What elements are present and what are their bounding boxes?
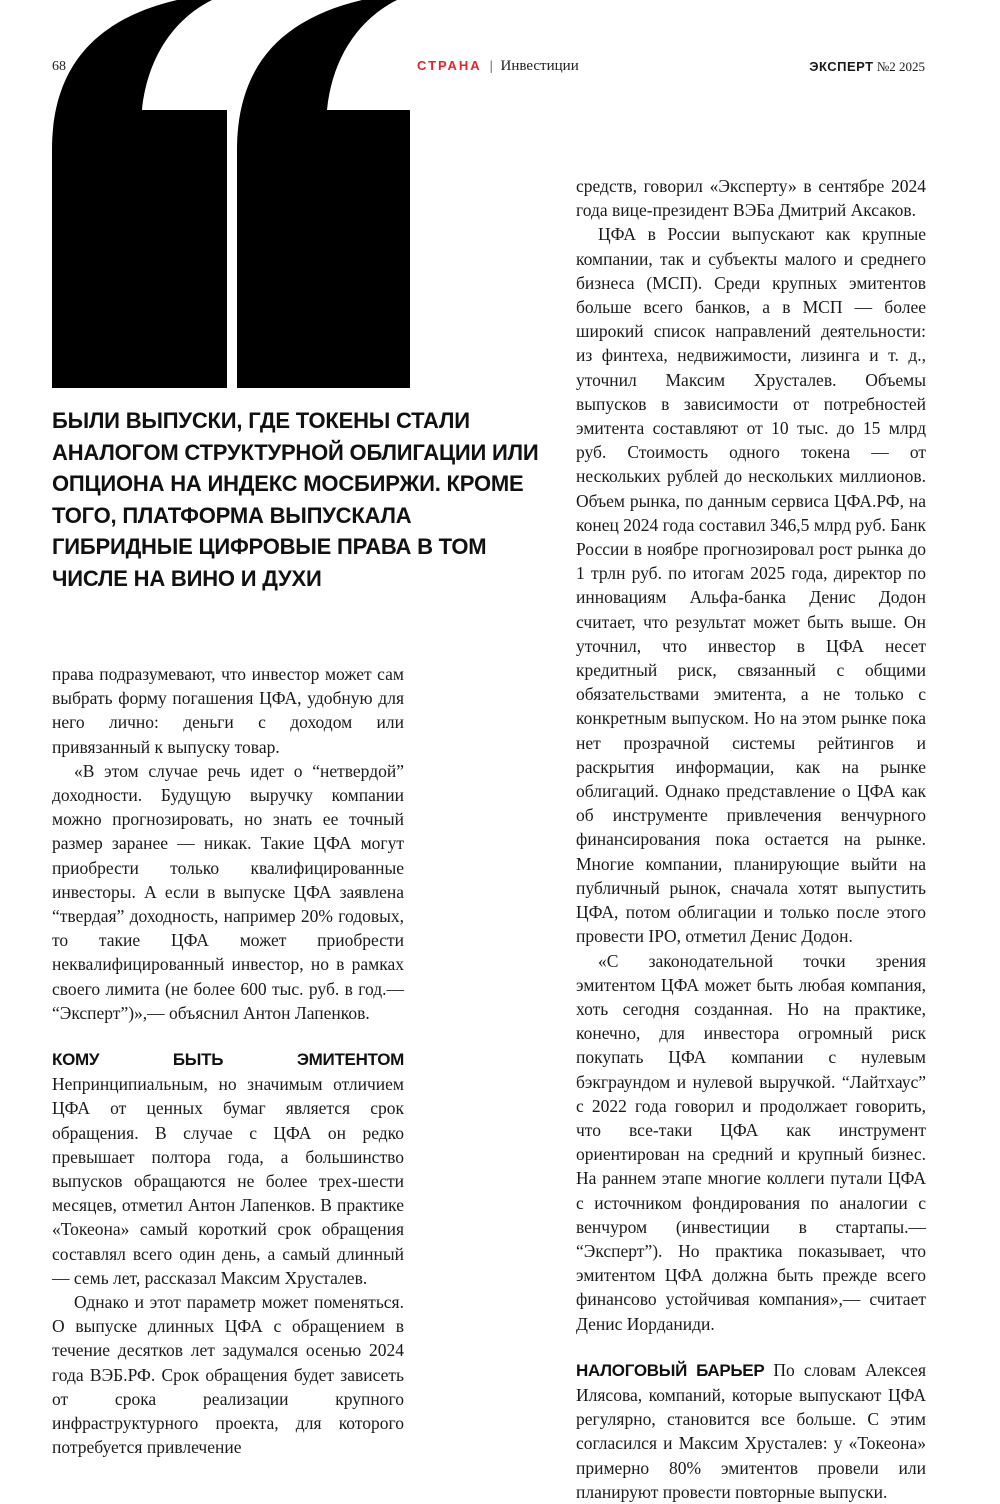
paragraph: Однако и этот параметр может поменяться. О выпуске длинных ЦФА с обращением в течение десятков лет задумался осенью 2024 года ВЭБ.РФ. Срок обращения будет зависеть от срока реализации крупного инфраструктурного проекта, для которого потребуется привлечение: [52, 1292, 404, 1458]
issue-info: [809, 59, 925, 75]
subheading: НАЛОГОВЫЙ БАРЬЕР: [576, 1360, 765, 1380]
page-number: 68: [52, 59, 66, 74]
paragraph: «С законодательной точки зрения эмитентом ЦФА может быть любая компания, хоть сегодня созданная. Но на практике, конечно, для инвестора огромный риск покупать ЦФА компании с нулевым бэкграундом и нулевой выручкой. “Лайтхаус” с 2022 года говорил и продолжает говорить, что все-таки ЦФА как инструмент ориентирован на средний и крупный бизнес. На раннем этапе многие коллеги путали ЦФА с источником фондирования по аналогии с венчуром (инвестиции в стартапы.— “Эксперт”). Но практика показывает, что эмитентом ЦФА должна быть прежде всего финансово устойчивая компания»,— считает Денис Иорданиди.: [576, 950, 926, 1334]
paragraph-text: По словам Алексея Илясова, компаний, которые выпускают ЦФА регулярно, становится все больше. С этим согласился и Максим Хрусталев: у «Токеона» примерно 80% эмитентов провели или планируют провести повторные выпуски.: [576, 1359, 926, 1502]
pull-quote: БЫЛИ ВЫПУСКИ, ГДЕ ТОКЕНЫ СТАЛИ АНАЛОГОМ СТРУКТУРНОЙ ОБЛИГАЦИИ ИЛИ ОПЦИОНА НА ИНДЕКС МОСБИРЖИ. КРОМЕ ТОГО, ПЛАТФОРМА ВЫПУСКАЛА ГИБРИДНЫЕ ЦИФРОВЫЕ ПРАВА В ТОМ ЧИСЛЕ НА ВИНО И ДУХИ: [52, 408, 539, 591]
magazine-name: ЭКСПЕРТ: [809, 59, 874, 74]
issue-number: №2 2025: [876, 59, 925, 74]
paragraph: «В этом случае речь идет о “нетвердой” доходности. Будущую выручку компании можно прогнозировать, но знать ее точный размер заранее — никак. Такие ЦФА могут приобрести только квалифицированные инвесторы. А если в выпуске ЦФА заявлена “твердая” доходность, например 20% годовых, то такие ЦФА может приобрести неквалифицированный инвестор, но в рамках своего лимита (не более 600 тыс. руб. в год.— “Эксперт”)»,— объяснил Антон Лапенков.: [52, 760, 404, 1023]
subheading: КОМУ БЫТЬ ЭМИТЕНТОМ: [52, 1050, 404, 1070]
rubric: [417, 58, 579, 75]
paragraph-with-subhead: [576, 1358, 926, 1504]
paragraph: средств, говорил «Эксперту» в сентябре 2024 года вице-президент ВЭБа Дмитрий Аксаков.: [576, 176, 926, 221]
quote-mark-icon: [52, 0, 412, 388]
topic-label: Инвестиции: [500, 58, 579, 74]
paragraph: права подразумевают, что инвестор может сам выбрать форму погашения ЦФА, удобную для него лично: деньги с доходом или привязанный к выпуску товар.: [52, 664, 404, 757]
paragraph: ЦФА в России выпускают как крупные компании, так и субъекты малого и среднего бизнеса (МСП). Среди крупных эмитентов больше всего банков, а в МСП — более широкий список направлений деятельности: из финтеха, недвижимости, лизинга и т. д., уточнил Максим Хрусталев. Объемы выпусков в зависимости от потребностей эмитента составляют от 10 тыс. до 15 млрд руб. Стоимость одного токена — от нескольких рублей до нескольких миллионов. Объем рынка, по данным сервиса ЦФА.РФ, на конец 2024 года составил 346,5 млрд руб. Банк России в ноябре прогнозировал рост рынка до 1 трлн руб. по итогам 2025 года, директор по инновациям Альфа-банка Денис Додон считает, что результат может быть выше. Он уточнил, что инвестор в ЦФА несет кредитный риск, связанный с общими обязательствами эмитента, а не только с конкретным выпуском. Но на этом рынке пока нет прозрачной системы рейтингов и раскрытия информации, как на рынке облигаций. Однако представление о ЦФА как об инструменте привлечения венчурного финансирования пока остается на рынке. Многие компании, планирующие выйти на публичный рынок, сначала хотят выпустить ЦФА, потом облигации и только после этого провести IPO, отметил Денис Додон.: [576, 224, 926, 947]
article-column-left: [52, 662, 404, 1460]
article-column-right: [576, 174, 926, 1504]
paragraph-text: Непринципиальным, но значимым отличием ЦФА от ценных бумаг является срок обращения. В случае с ЦФА он редко превышает полтора года, а большинство выпусков обращаются не более трех-шести месяцев, отметил Антон Лапенков. В практике «Токеона» самый короткий срок обращения составлял всего один день, а самый длинный — семь лет, рассказал Максим Хрусталев.: [52, 1074, 404, 1288]
rubric-separator: |: [489, 59, 493, 74]
paragraph-with-subhead: [52, 1047, 404, 1290]
section-label: СТРАНА: [417, 58, 482, 73]
